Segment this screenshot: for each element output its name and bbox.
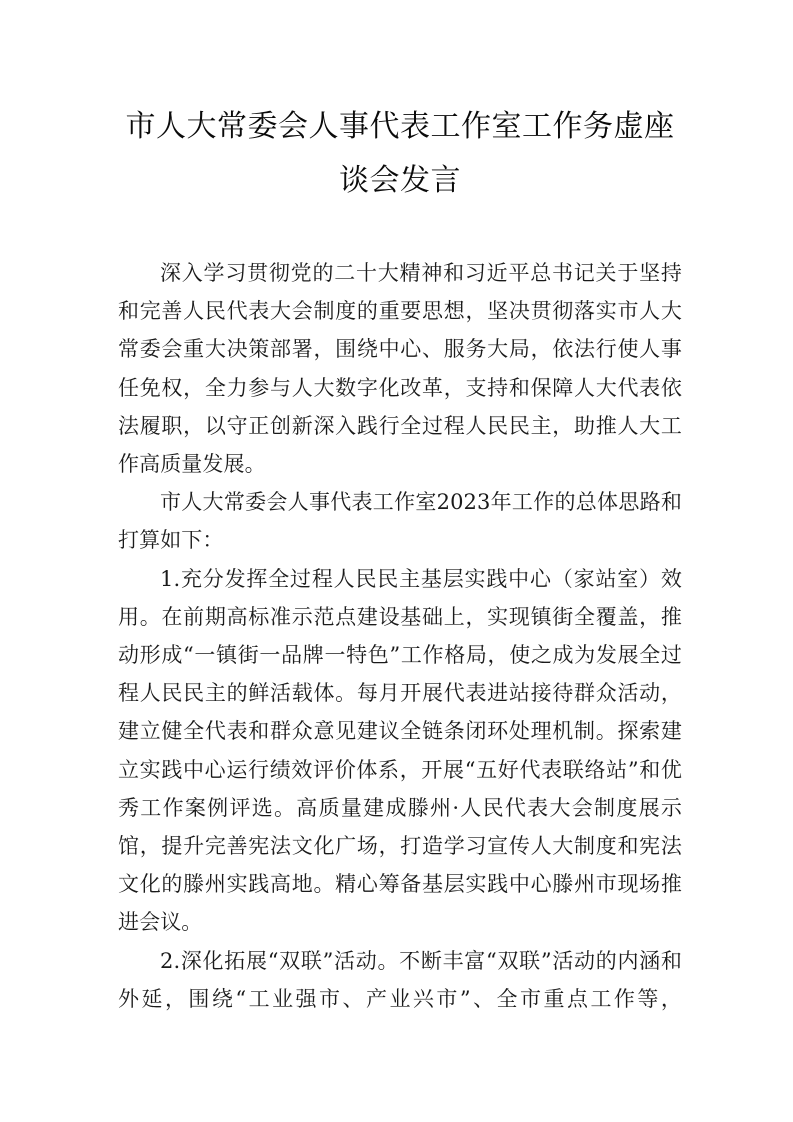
paragraph-1: 深入学习贯彻党的二十大精神和习近平总书记关于坚持和完善人民代表大会制度的重要思想，坚决贯彻落实市人大常委会重大决策部署，围绕中心、服务大局，依法行使人事任免权，全力参与人大数字化改革，支持和保障人大代表依法履职，以守正创新深入践行全过程人民民主，助推人大工作高质量发展。 xyxy=(118,261,682,477)
document-body xyxy=(118,0,682,1018)
paragraph-4: 2.深化拓展“双联”活动。不断丰富“双联”活动的内涵和外延，围绕“工业强市、产业兴市”、全市重点工作等， xyxy=(118,948,682,1011)
paragraph-2: 市人大常委会人事代表工作室2023年工作的总体思路和打算如下： xyxy=(118,490,682,553)
title-line-1: 市人大常委会人事代表工作室工作务虚座 xyxy=(125,110,675,143)
page-title xyxy=(118,0,682,208)
paragraph-3: 1.充分发挥全过程人民民主基层实践中心（家站室）效用。在前期高标准示范点建设基础上，实现镇街全覆盖，推动形成“一镇街一品牌一特色”工作格局，使之成为发展全过程人民民主的鲜活载体。每月开展代表进站接待群众活动，建立健全代表和群众意见建议全链条闭环处理机制。探索建立实践中心运行绩效评价体系，开展“五好代表联络站”和优秀工作案例评选。高质量建成滕州·人民代表大会制度展示馆，提升完善宪法文化广场，打造学习宣传人大制度和宪法文化的滕州实践高地。精心筹备基层实践中心滕州市现场推进会议。 xyxy=(118,566,682,935)
title-spacer xyxy=(118,208,682,254)
title-line-2: 谈会发言 xyxy=(339,164,461,197)
